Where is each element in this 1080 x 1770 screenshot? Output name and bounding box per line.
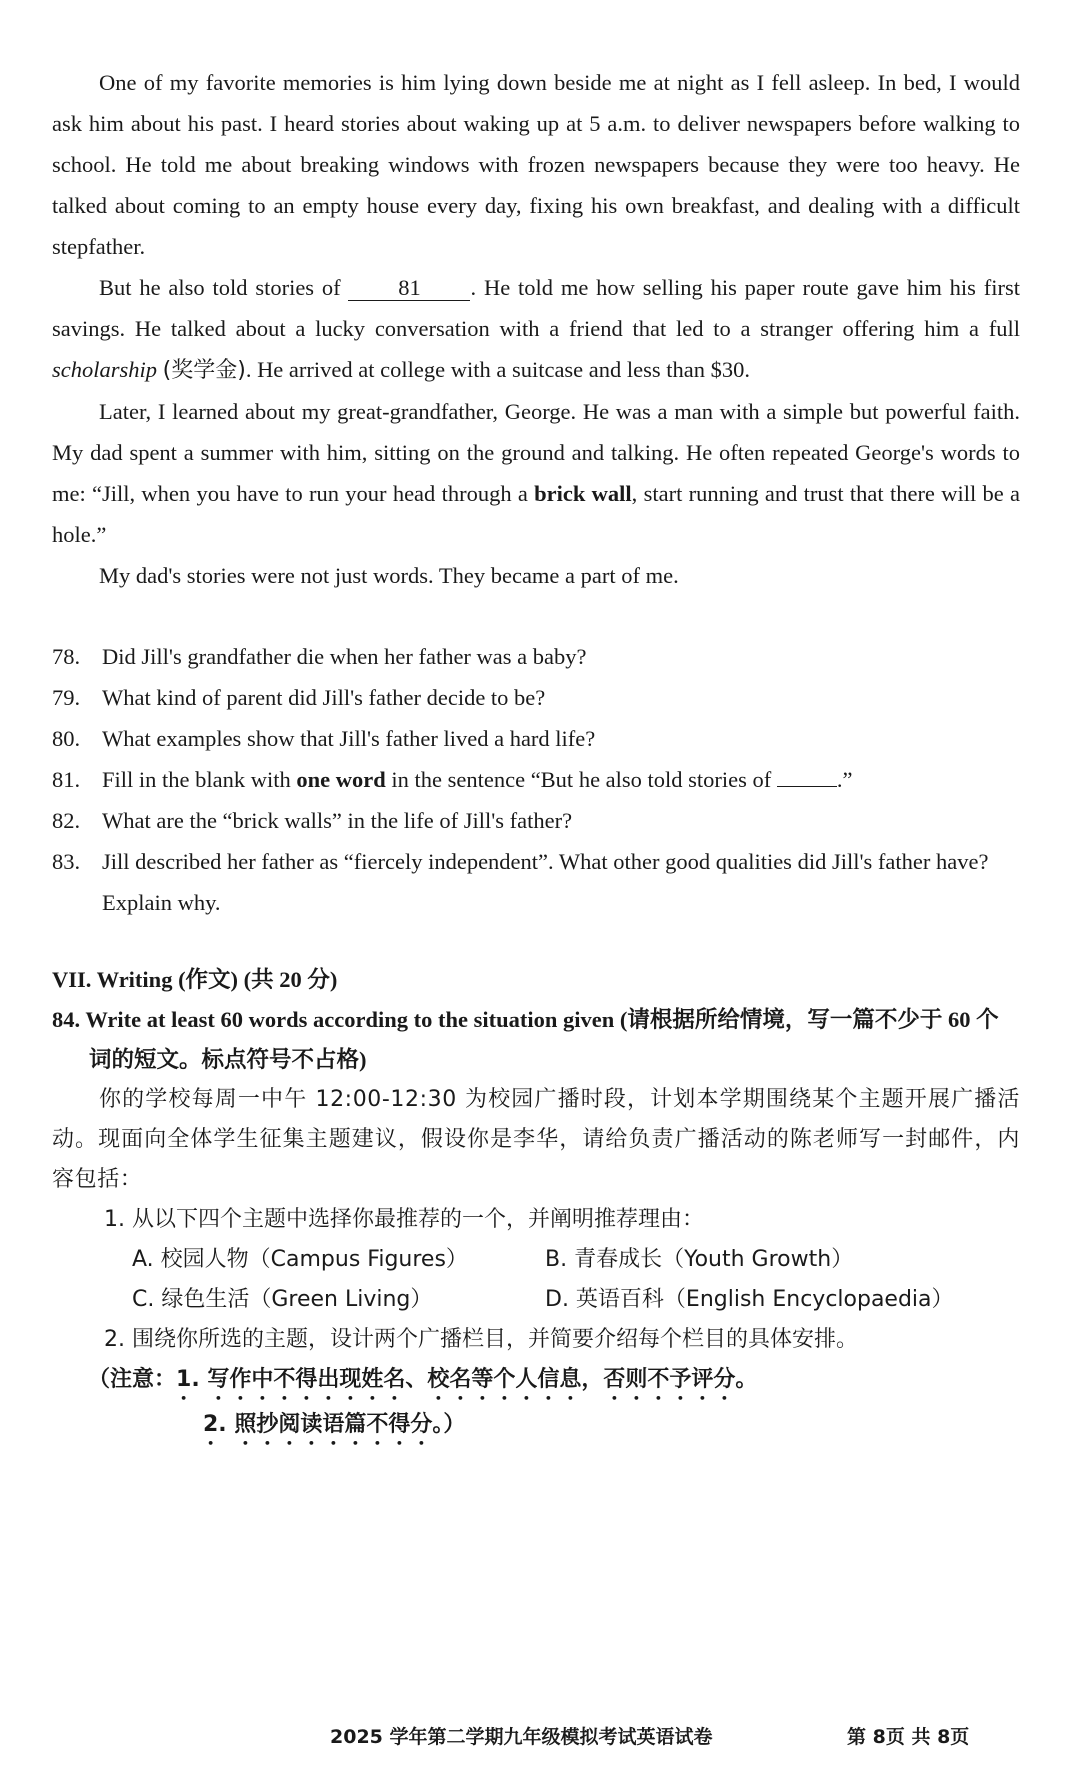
question-text: What examples show that Jill's father lived a hard life?: [102, 726, 596, 751]
requirement-1: 1. 从以下四个主题中选择你最推荐的一个，并阐明推荐理由：: [104, 1207, 704, 1232]
question-83: [52, 841, 1020, 923]
requirement-2: 2. 围绕你所选的主题，设计两个广播栏目，并简要介绍每个栏目的具体安排。: [104, 1327, 858, 1352]
question-78: [52, 636, 1020, 677]
p2-text-before-blank: But he also told stories of: [99, 275, 349, 300]
question-text: Did Jill's grandfather die when her father was a baby?: [102, 644, 587, 669]
p3-text-before-bold: Later, I learned about my great-grandfather, George. He was a man with a simple but powerful faith. My dad spent a summer with him, sitting on the ground and talking. He often repeated George's words to me: “Jill, when you have to run your head through a: [52, 399, 1020, 506]
question-text: What kind of parent did Jill's father decide to be?: [102, 685, 546, 710]
question-82: [52, 800, 1020, 841]
question-text: [102, 759, 1020, 800]
q81-text-before: Fill in the blank with: [102, 767, 297, 792]
question-number: 83.: [52, 849, 81, 874]
question-text: Jill described her father as “fiercely independent”. What other good qualities did Jill's father have? Explain why.: [102, 849, 989, 915]
scholarship-word: scholarship: [52, 357, 158, 382]
question-81: [52, 759, 1020, 800]
topic-option-a: A. 校园人物（Campus Figures）: [132, 1247, 468, 1272]
question-number: 79.: [52, 685, 81, 710]
question-number: 80.: [52, 726, 81, 751]
passage-paragraph-3: [52, 391, 1020, 555]
p2-text-after-blank: . He told me how selling his paper route gave him his first savings. He talked about a lucky conversation with a friend that led to a stranger offering him a full: [52, 275, 1021, 341]
passage-paragraph-1: One of my favorite memories is him lying down beside me at night as I fell asleep. In bed, I would ask him about his past. I heard stories about waking up at 5 a.m. to deliver newspapers before walking to school. He told me about breaking windows with frozen newspapers because they were too heavy. He talked about coming to an empty house every day, fixing his own breakfast, and dealing with a difficult stepfather.: [52, 70, 1020, 259]
topic-options: [52, 1240, 1020, 1320]
topic-option-c: C. 绿色生活（Green Living）: [132, 1287, 433, 1312]
q81-answer-blank: [777, 786, 837, 787]
note-item-1: 1. 写作中不得出现姓名、校名等个人信息，否则不予评分。: [176, 1367, 758, 1392]
question-list: [52, 636, 1020, 923]
page-number: 第 8页 共 8页: [847, 1726, 970, 1748]
writing-situation: 你的学校每周一中午 12:00-12:30 为校园广播时段，计划本学期围绕某个主题开展广播活动。现面向全体学生征集主题建议，假设你是李华，请给负责广播活动的陈老师写一封邮件，内容包括：: [52, 1087, 1020, 1192]
page-footer: [0, 1722, 1080, 1752]
question-text: What are the “brick walls” in the life of Jill's father?: [102, 808, 573, 833]
blank-81: 81: [348, 276, 470, 301]
note-line-1: [52, 1360, 1020, 1405]
scholarship-gloss: (奖学金): [162, 358, 246, 383]
note-line-2: [52, 1405, 1020, 1450]
question-number: 82.: [52, 808, 81, 833]
q81-text-after: in the sentence “But he also told stories of: [385, 767, 777, 792]
question-number: 81.: [52, 767, 81, 792]
passage-paragraph-4: My dad's stories were not just words. They became a part of me.: [99, 563, 679, 588]
p3-text-after-bold: , start running and trust that there will be a hole.”: [52, 481, 1020, 547]
question-number: 78.: [52, 644, 81, 669]
topic-option-d: D. 英语百科（English Encyclopaedia）: [545, 1287, 954, 1312]
writing-section: [52, 960, 1020, 1450]
writing-task: 84. Write at least 60 words according to the situation given (请根据所给情境，写一篇不少于 60 个词的短文。标点符号不占格): [52, 1007, 999, 1072]
reading-passage: [52, 62, 1020, 596]
q81-text-end: .”: [836, 767, 853, 792]
exam-title: 2025 学年第二学期九年级模拟考试英语试卷: [330, 1726, 713, 1748]
note-prefix: （注意：: [88, 1367, 177, 1392]
brick-wall-phrase: brick wall: [534, 481, 632, 506]
question-79: [52, 677, 1020, 718]
question-80: [52, 718, 1020, 759]
section-title: VII. Writing (作文) (共 20 分): [52, 967, 338, 992]
passage-paragraph-2: [52, 267, 1020, 391]
q81-bold-phrase: one word: [296, 767, 386, 792]
p2-text-end: . He arrived at college with a suitcase and less than $30.: [245, 357, 751, 382]
note-item-2: 2. 照抄阅读语篇不得分。）: [203, 1412, 466, 1437]
topic-option-b: B. 青春成长（Youth Growth）: [545, 1247, 854, 1272]
